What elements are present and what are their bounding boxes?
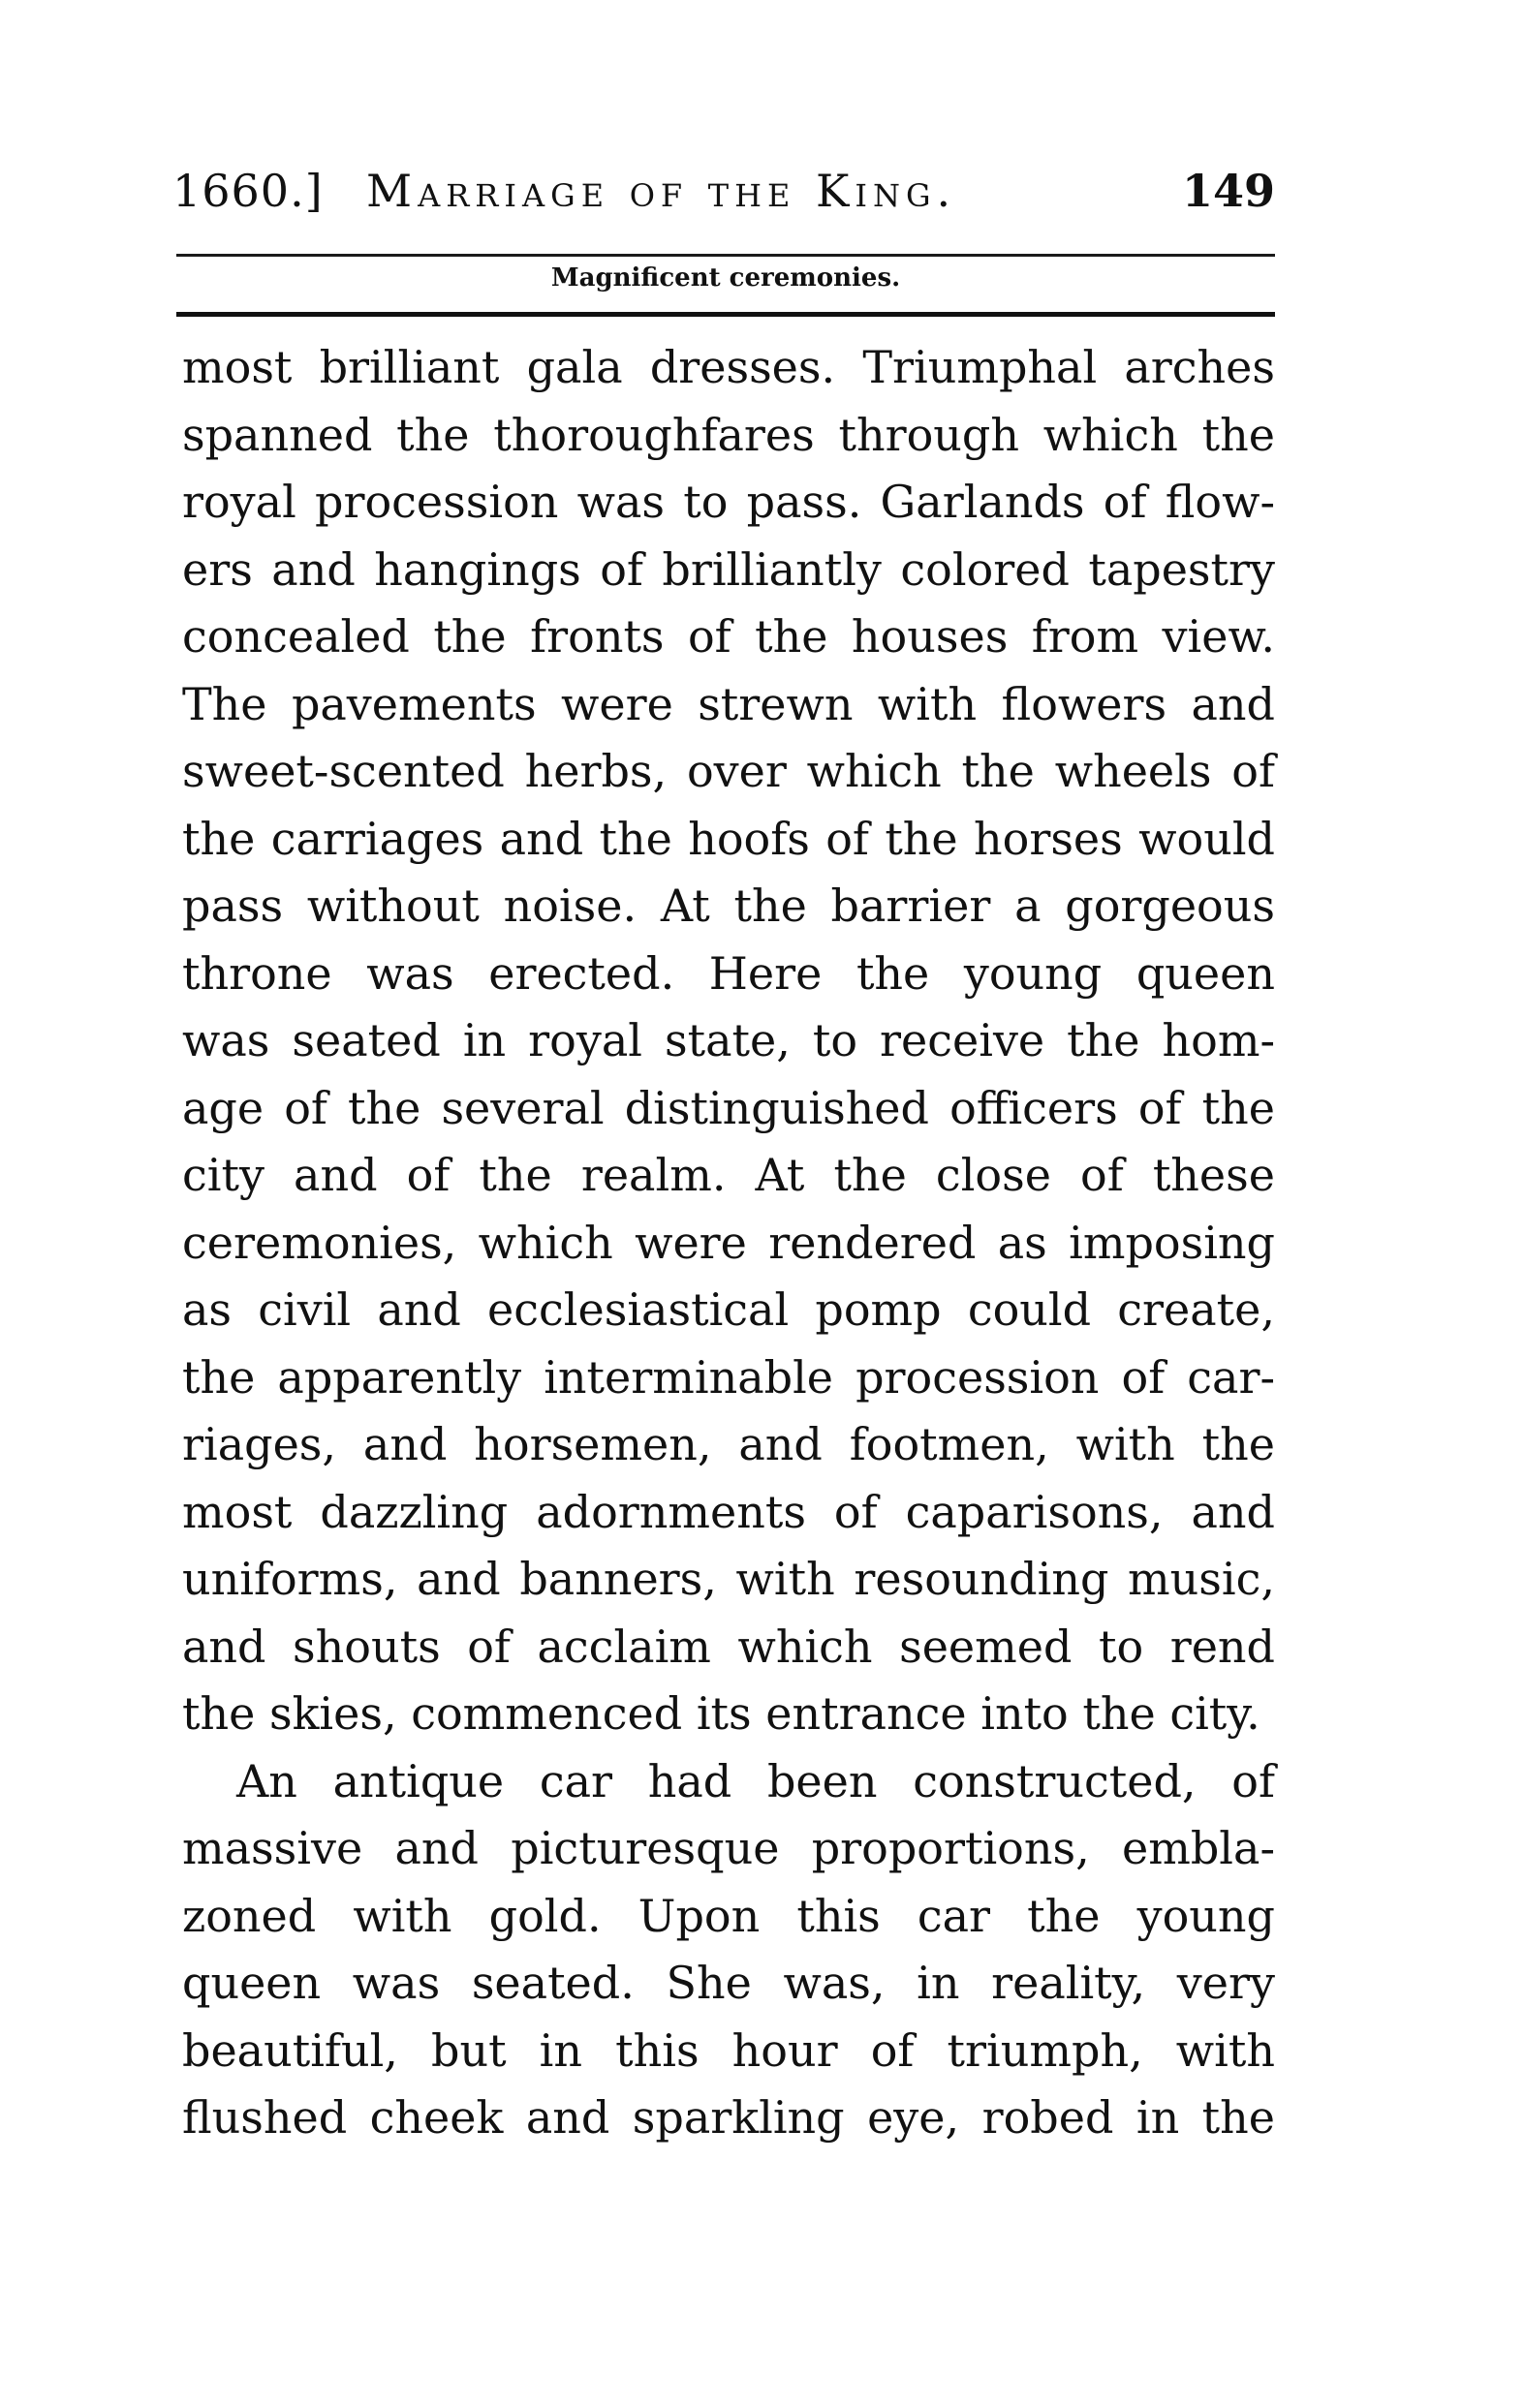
text-line: riages, and horsemen, and footmen, with the — [182, 1418, 1275, 1470]
text-line: was seated in royal state, to receive the hom- — [182, 1014, 1275, 1066]
body-text — [182, 334, 1275, 2152]
text-line: most brilliant gala dresses. Triumphal arches — [182, 341, 1275, 393]
paragraph-1 — [182, 334, 1275, 1748]
text-line: throne was erected. Here the young queen — [182, 946, 1275, 1000]
header-year: 1660.] — [172, 165, 324, 217]
text-line: city and of the realm. At the close of these — [182, 1149, 1275, 1201]
text-line: the apparently interminable procession of car- — [182, 1350, 1275, 1404]
header-rule-top — [176, 254, 1275, 257]
text-line: massive and picturesque proportions, embla- — [182, 1822, 1275, 1874]
page-number: 149 — [1181, 165, 1275, 217]
text-line: as civil and ecclesiastical pomp could create, — [182, 1283, 1275, 1336]
paragraph-2 — [182, 1748, 1275, 2152]
header-title: Marriage of the King. — [366, 165, 957, 217]
text-line: ers and hangings of brilliantly colored tapestry — [182, 542, 1275, 596]
running-header — [172, 165, 1275, 242]
text-line: beautiful, but in this hour of triumph, with — [182, 2023, 1275, 2077]
text-line: spanned the thoroughfares through which the — [182, 408, 1275, 461]
text-line: uniforms, and banners, with resounding music, — [182, 1553, 1275, 1605]
text-line: most dazzling adornments of caparisons, and — [182, 1485, 1275, 1538]
text-line: flushed cheek and sparkling eye, robed in the — [182, 2091, 1275, 2144]
text-line: the carriages and the hoofs of the horses would — [182, 812, 1275, 865]
text-line: ceremonies, which were rendered as imposing — [182, 1216, 1275, 1269]
text-line: sweet-scented herbs, over which the wheels of — [182, 745, 1275, 797]
text-line: The pavements were strewn with flowers and — [182, 677, 1275, 730]
text-line: An antique car had been constructed, of — [236, 1754, 1275, 1807]
header-rule-bottom — [176, 312, 1275, 317]
subheading: Magnificent ceremonies. — [550, 263, 901, 293]
text-line: age of the several distinguished officers of the — [182, 1081, 1275, 1134]
text-line: zoned with gold. Upon this car the young — [182, 1889, 1275, 1942]
text-line: and shouts of acclaim which seemed to rend — [182, 1620, 1275, 1673]
text-line: concealed the fronts of the houses from view. — [182, 610, 1275, 663]
text-line: queen was seated. She was, in reality, very — [182, 1957, 1275, 2009]
text-line: the skies, commenced its entrance into the city. — [182, 1687, 1260, 1740]
text-line: royal procession was to pass. Garlands of flow- — [182, 476, 1275, 528]
text-line: pass without noise. At the barrier a gorgeous — [182, 880, 1275, 932]
